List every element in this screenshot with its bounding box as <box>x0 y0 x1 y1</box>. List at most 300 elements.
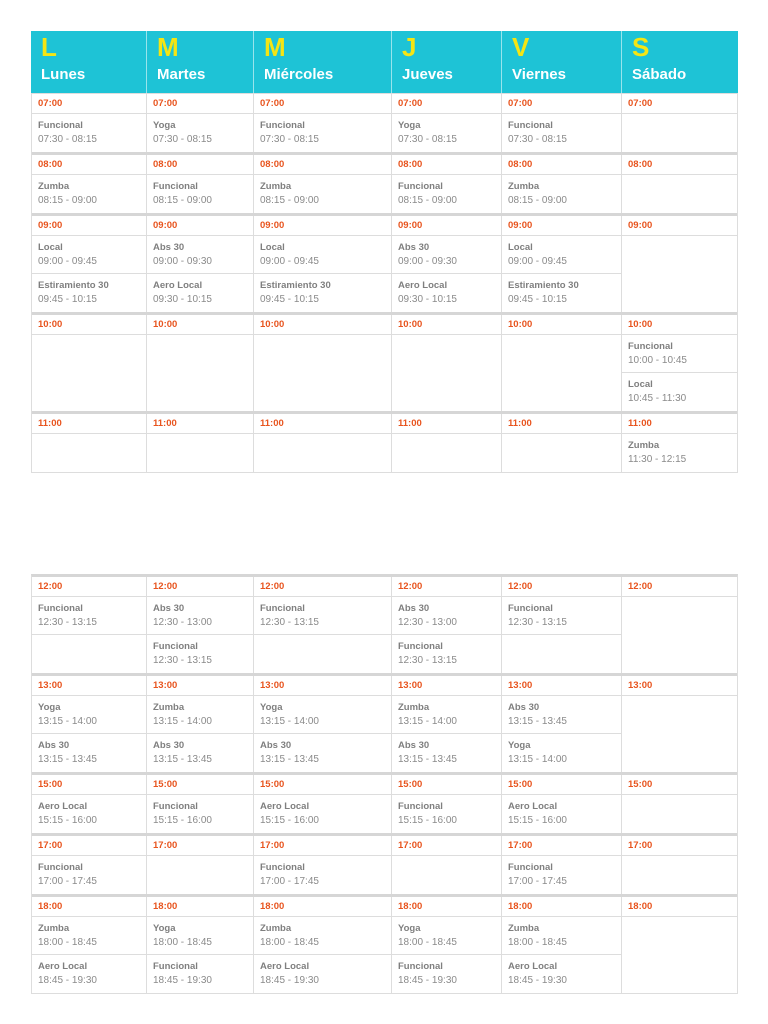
class-slot <box>502 597 621 635</box>
class-hours: 18:00 - 18:45 <box>38 937 97 948</box>
class-hours: 10:00 - 10:45 <box>628 355 687 366</box>
day-column-monday <box>32 676 146 772</box>
day-column-wednesday <box>253 775 391 833</box>
class-hours: 13:15 - 13:45 <box>38 754 97 765</box>
empty-slot <box>147 856 253 894</box>
time-label: 17:00 <box>392 836 501 856</box>
class-name: Yoga <box>398 120 421 131</box>
class-name: Abs 30 <box>398 603 430 614</box>
class-slot <box>254 734 391 772</box>
empty-slot <box>502 635 621 673</box>
class-name: Aero Local <box>508 961 558 972</box>
class-hours: 09:00 - 09:30 <box>398 256 457 267</box>
time-label: 11:00 <box>32 414 146 434</box>
day-column-saturday <box>621 414 737 472</box>
weekday-name: Sábado <box>632 66 687 83</box>
class-name: Yoga <box>153 923 176 934</box>
class-hours: 13:15 - 13:45 <box>398 754 457 765</box>
day-column-friday <box>501 155 621 213</box>
class-slot <box>254 917 391 955</box>
class-name: Local <box>628 379 653 390</box>
class-name: Local <box>38 242 63 253</box>
class-slot <box>502 856 621 894</box>
class-name: Funcional <box>38 603 83 614</box>
class-hours: 15:15 - 16:00 <box>508 815 567 826</box>
weekday-initial: L <box>41 32 57 62</box>
class-name: Zumba <box>38 923 70 934</box>
day-column-tuesday <box>146 775 253 833</box>
time-label: 17:00 <box>32 836 146 856</box>
time-label: 10:00 <box>392 315 501 335</box>
empty-slot <box>254 335 391 411</box>
class-hours: 07:30 - 08:15 <box>38 134 97 145</box>
class-name: Zumba <box>153 702 185 713</box>
class-name: Funcional <box>260 862 305 873</box>
class-hours: 09:45 - 10:15 <box>508 294 567 305</box>
time-label: 13:00 <box>622 676 737 696</box>
time-label: 08:00 <box>622 155 737 175</box>
class-hours: 13:15 - 14:00 <box>398 716 457 727</box>
class-hours: 13:15 - 13:45 <box>260 754 319 765</box>
time-block <box>32 155 737 216</box>
time-block <box>32 414 737 472</box>
day-column-friday <box>501 676 621 772</box>
time-label: 11:00 <box>254 414 391 434</box>
day-column-tuesday <box>146 315 253 411</box>
class-slot <box>147 635 253 673</box>
empty-slot <box>254 635 391 673</box>
class-name: Aero Local <box>153 280 203 291</box>
day-column-thursday <box>391 836 501 894</box>
empty-slot <box>392 434 501 472</box>
time-label: 13:00 <box>392 676 501 696</box>
day-column-saturday <box>621 676 737 772</box>
class-name: Abs 30 <box>153 740 185 751</box>
time-label: 18:00 <box>32 897 146 917</box>
day-column-monday <box>32 897 146 993</box>
class-hours: 18:45 - 19:30 <box>508 975 567 986</box>
time-label: 12:00 <box>622 577 737 597</box>
time-block <box>32 94 737 155</box>
class-hours: 13:15 - 13:45 <box>153 754 212 765</box>
time-label: 08:00 <box>502 155 621 175</box>
class-name: Funcional <box>38 120 83 131</box>
time-label: 15:00 <box>147 775 253 795</box>
class-name: Aero Local <box>260 801 310 812</box>
class-name: Abs 30 <box>398 242 430 253</box>
class-name: Zumba <box>508 181 540 192</box>
time-label: 12:00 <box>147 577 253 597</box>
class-slot <box>32 597 146 635</box>
day-column-friday <box>501 216 621 312</box>
class-slot <box>254 955 391 993</box>
time-label: 09:00 <box>147 216 253 236</box>
day-column-friday <box>501 836 621 894</box>
class-hours: 07:30 - 08:15 <box>260 134 319 145</box>
day-column-friday <box>501 897 621 993</box>
empty-slot <box>502 434 621 472</box>
class-hours: 09:00 - 09:45 <box>508 256 567 267</box>
time-label: 18:00 <box>622 897 737 917</box>
class-slot <box>392 635 501 673</box>
class-name: Estiramiento 30 <box>38 280 109 291</box>
class-hours: 07:30 - 08:15 <box>508 134 567 145</box>
class-name: Funcional <box>153 641 198 652</box>
time-label: 11:00 <box>392 414 501 434</box>
day-column-wednesday <box>253 676 391 772</box>
empty-slot <box>32 335 146 411</box>
empty-slot <box>622 114 737 152</box>
time-label: 08:00 <box>147 155 253 175</box>
time-label: 07:00 <box>254 94 391 114</box>
time-label: 09:00 <box>32 216 146 236</box>
weekday-header-monday <box>31 31 146 93</box>
class-slot <box>254 274 391 312</box>
class-slot <box>392 175 501 213</box>
class-slot <box>392 597 501 635</box>
class-hours: 08:15 - 09:00 <box>398 195 457 206</box>
class-slot <box>147 917 253 955</box>
empty-slot <box>622 597 737 673</box>
time-label: 09:00 <box>502 216 621 236</box>
class-name: Abs 30 <box>153 242 185 253</box>
class-name: Local <box>260 242 285 253</box>
schedule-section-afternoon <box>31 574 738 994</box>
day-column-wednesday <box>253 155 391 213</box>
empty-slot <box>622 696 737 772</box>
time-label: 11:00 <box>622 414 737 434</box>
class-name: Yoga <box>38 702 61 713</box>
class-name: Yoga <box>260 702 283 713</box>
time-label: 12:00 <box>32 577 146 597</box>
day-column-saturday <box>621 216 737 312</box>
class-hours: 09:45 - 10:15 <box>260 294 319 305</box>
day-column-saturday <box>621 155 737 213</box>
class-name: Zumba <box>628 440 660 451</box>
day-column-saturday <box>621 577 737 673</box>
day-column-friday <box>501 315 621 411</box>
day-column-wednesday <box>253 414 391 472</box>
class-slot <box>254 856 391 894</box>
day-column-thursday <box>391 155 501 213</box>
time-label: 12:00 <box>392 577 501 597</box>
class-name: Zumba <box>260 923 292 934</box>
class-hours: 08:15 - 09:00 <box>508 195 567 206</box>
class-hours: 15:15 - 16:00 <box>153 815 212 826</box>
empty-slot <box>254 434 391 472</box>
empty-slot <box>622 175 737 213</box>
class-name: Estiramiento 30 <box>260 280 331 291</box>
time-label: 07:00 <box>32 94 146 114</box>
class-hours: 18:45 - 19:30 <box>398 975 457 986</box>
empty-slot <box>622 236 737 312</box>
class-slot <box>32 114 146 152</box>
class-slot <box>32 696 146 734</box>
class-slot <box>392 236 501 274</box>
class-hours: 10:45 - 11:30 <box>628 393 687 404</box>
class-name: Funcional <box>398 961 443 972</box>
time-label: 15:00 <box>254 775 391 795</box>
class-hours: 09:00 - 09:45 <box>38 256 97 267</box>
time-block <box>32 315 737 414</box>
time-label: 18:00 <box>502 897 621 917</box>
class-slot <box>622 373 737 411</box>
time-label: 15:00 <box>502 775 621 795</box>
class-slot <box>502 696 621 734</box>
time-label: 18:00 <box>392 897 501 917</box>
class-hours: 18:00 - 18:45 <box>398 937 457 948</box>
day-column-tuesday <box>146 155 253 213</box>
class-slot <box>32 274 146 312</box>
class-name: Funcional <box>260 120 305 131</box>
class-name: Funcional <box>398 641 443 652</box>
day-column-friday <box>501 94 621 152</box>
time-block <box>32 897 737 993</box>
empty-slot <box>392 856 501 894</box>
class-hours: 13:15 - 14:00 <box>260 716 319 727</box>
schedule-grid <box>31 93 738 473</box>
empty-slot <box>502 335 621 411</box>
time-label: 17:00 <box>622 836 737 856</box>
class-name: Zumba <box>38 181 70 192</box>
class-slot <box>392 696 501 734</box>
class-hours: 08:15 - 09:00 <box>260 195 319 206</box>
time-block <box>32 836 737 897</box>
day-column-tuesday <box>146 94 253 152</box>
day-column-monday <box>32 216 146 312</box>
day-column-wednesday <box>253 216 391 312</box>
day-column-thursday <box>391 414 501 472</box>
day-column-tuesday <box>146 414 253 472</box>
class-slot <box>392 795 501 833</box>
day-column-monday <box>32 775 146 833</box>
day-column-tuesday <box>146 897 253 993</box>
class-name: Abs 30 <box>398 740 430 751</box>
day-column-monday <box>32 155 146 213</box>
class-name: Funcional <box>628 341 673 352</box>
class-name: Yoga <box>153 120 176 131</box>
time-label: 09:00 <box>254 216 391 236</box>
time-label: 13:00 <box>147 676 253 696</box>
class-name: Zumba <box>508 923 540 934</box>
day-column-thursday <box>391 676 501 772</box>
class-name: Abs 30 <box>38 740 70 751</box>
class-slot <box>392 274 501 312</box>
class-name: Yoga <box>508 740 531 751</box>
day-column-monday <box>32 315 146 411</box>
class-hours: 18:45 - 19:30 <box>260 975 319 986</box>
class-hours: 09:00 - 09:45 <box>260 256 319 267</box>
time-label: 08:00 <box>32 155 146 175</box>
class-hours: 09:30 - 10:15 <box>153 294 212 305</box>
class-slot <box>392 114 501 152</box>
class-name: Abs 30 <box>153 603 185 614</box>
weekday-initial: J <box>402 32 417 62</box>
time-label: 18:00 <box>254 897 391 917</box>
day-column-tuesday <box>146 676 253 772</box>
class-name: Funcional <box>398 181 443 192</box>
class-slot <box>392 955 501 993</box>
class-hours: 17:00 - 17:45 <box>260 876 319 887</box>
time-label: 11:00 <box>502 414 621 434</box>
day-column-wednesday <box>253 315 391 411</box>
empty-slot <box>392 335 501 411</box>
class-hours: 07:30 - 08:15 <box>398 134 457 145</box>
time-label: 17:00 <box>147 836 253 856</box>
class-slot <box>32 955 146 993</box>
class-slot <box>147 175 253 213</box>
day-column-thursday <box>391 94 501 152</box>
weekday-header-saturday <box>621 31 738 93</box>
class-name: Zumba <box>260 181 292 192</box>
day-column-monday <box>32 577 146 673</box>
class-name: Funcional <box>508 120 553 131</box>
class-hours: 09:30 - 10:15 <box>398 294 457 305</box>
day-column-wednesday <box>253 577 391 673</box>
day-column-friday <box>501 775 621 833</box>
class-hours: 15:15 - 16:00 <box>38 815 97 826</box>
day-column-friday <box>501 414 621 472</box>
time-label: 12:00 <box>254 577 391 597</box>
class-hours: 12:30 - 13:15 <box>398 655 457 666</box>
day-column-wednesday <box>253 836 391 894</box>
class-slot <box>147 795 253 833</box>
weekday-name: Jueves <box>402 66 453 83</box>
empty-slot <box>622 917 737 993</box>
class-hours: 17:00 - 17:45 <box>38 876 97 887</box>
weekday-header <box>31 31 738 93</box>
time-label: 07:00 <box>502 94 621 114</box>
class-slot <box>502 236 621 274</box>
class-name: Abs 30 <box>508 702 540 713</box>
class-hours: 18:45 - 19:30 <box>153 975 212 986</box>
class-hours: 17:00 - 17:45 <box>508 876 567 887</box>
class-name: Funcional <box>398 801 443 812</box>
class-name: Aero Local <box>508 801 558 812</box>
class-slot <box>32 175 146 213</box>
class-hours: 08:15 - 09:00 <box>153 195 212 206</box>
day-column-thursday <box>391 216 501 312</box>
weekday-name: Miércoles <box>264 66 334 83</box>
day-column-tuesday <box>146 836 253 894</box>
class-hours: 18:00 - 18:45 <box>508 937 567 948</box>
class-name: Yoga <box>398 923 421 934</box>
class-slot <box>254 236 391 274</box>
time-label: 10:00 <box>622 315 737 335</box>
schedule-section-morning <box>31 31 738 473</box>
time-label: 07:00 <box>392 94 501 114</box>
class-hours: 13:15 - 14:00 <box>153 716 212 727</box>
class-slot <box>502 917 621 955</box>
class-slot <box>32 795 146 833</box>
day-column-monday <box>32 836 146 894</box>
class-slot <box>502 114 621 152</box>
weekday-name: Martes <box>157 66 206 83</box>
time-label: 08:00 <box>254 155 391 175</box>
class-name: Funcional <box>508 603 553 614</box>
class-slot <box>254 696 391 734</box>
weekday-name: Viernes <box>512 66 566 83</box>
time-block <box>32 577 737 676</box>
class-slot <box>147 274 253 312</box>
class-name: Abs 30 <box>260 740 292 751</box>
day-column-thursday <box>391 897 501 993</box>
weekday-name: Lunes <box>41 66 86 83</box>
time-label: 10:00 <box>32 315 146 335</box>
class-slot <box>622 335 737 373</box>
class-hours: 12:30 - 13:15 <box>508 617 567 628</box>
time-label: 13:00 <box>32 676 146 696</box>
class-name: Funcional <box>508 862 553 873</box>
time-block <box>32 216 737 315</box>
class-name: Aero Local <box>398 280 448 291</box>
class-slot <box>502 274 621 312</box>
class-name: Funcional <box>153 181 198 192</box>
class-name: Estiramiento 30 <box>508 280 579 291</box>
class-hours: 18:00 - 18:45 <box>153 937 212 948</box>
class-hours: 07:30 - 08:15 <box>153 134 212 145</box>
time-label: 17:00 <box>254 836 391 856</box>
class-slot <box>622 434 737 472</box>
class-hours: 15:15 - 16:00 <box>260 815 319 826</box>
day-column-thursday <box>391 577 501 673</box>
class-hours: 15:15 - 16:00 <box>398 815 457 826</box>
schedule-grid <box>31 574 738 994</box>
empty-slot <box>622 856 737 894</box>
class-hours: 09:00 - 09:30 <box>153 256 212 267</box>
time-label: 13:00 <box>254 676 391 696</box>
class-name: Funcional <box>153 961 198 972</box>
class-hours: 13:15 - 14:00 <box>508 754 567 765</box>
empty-slot <box>147 335 253 411</box>
class-hours: 18:00 - 18:45 <box>260 937 319 948</box>
time-label: 08:00 <box>392 155 501 175</box>
time-label: 15:00 <box>32 775 146 795</box>
class-hours: 13:15 - 14:00 <box>38 716 97 727</box>
time-label: 10:00 <box>147 315 253 335</box>
class-name: Aero Local <box>38 801 88 812</box>
day-column-wednesday <box>253 94 391 152</box>
class-slot <box>502 734 621 772</box>
class-slot <box>147 734 253 772</box>
class-name: Funcional <box>153 801 198 812</box>
time-label: 07:00 <box>147 94 253 114</box>
class-slot <box>254 795 391 833</box>
empty-slot <box>32 635 146 673</box>
time-label: 10:00 <box>502 315 621 335</box>
time-label: 09:00 <box>392 216 501 236</box>
weekday-header-friday <box>501 31 621 93</box>
time-block <box>32 676 737 775</box>
class-name: Aero Local <box>260 961 310 972</box>
class-slot <box>502 795 621 833</box>
day-column-saturday <box>621 836 737 894</box>
empty-slot <box>32 434 146 472</box>
day-column-saturday <box>621 315 737 411</box>
day-column-monday <box>32 94 146 152</box>
time-label: 07:00 <box>622 94 737 114</box>
day-column-saturday <box>621 94 737 152</box>
class-hours: 12:30 - 13:15 <box>153 655 212 666</box>
class-slot <box>147 236 253 274</box>
empty-slot <box>622 795 737 833</box>
time-label: 11:00 <box>147 414 253 434</box>
day-column-saturday <box>621 775 737 833</box>
day-column-saturday <box>621 897 737 993</box>
day-column-thursday <box>391 315 501 411</box>
class-hours: 12:30 - 13:15 <box>260 617 319 628</box>
class-name: Zumba <box>398 702 430 713</box>
